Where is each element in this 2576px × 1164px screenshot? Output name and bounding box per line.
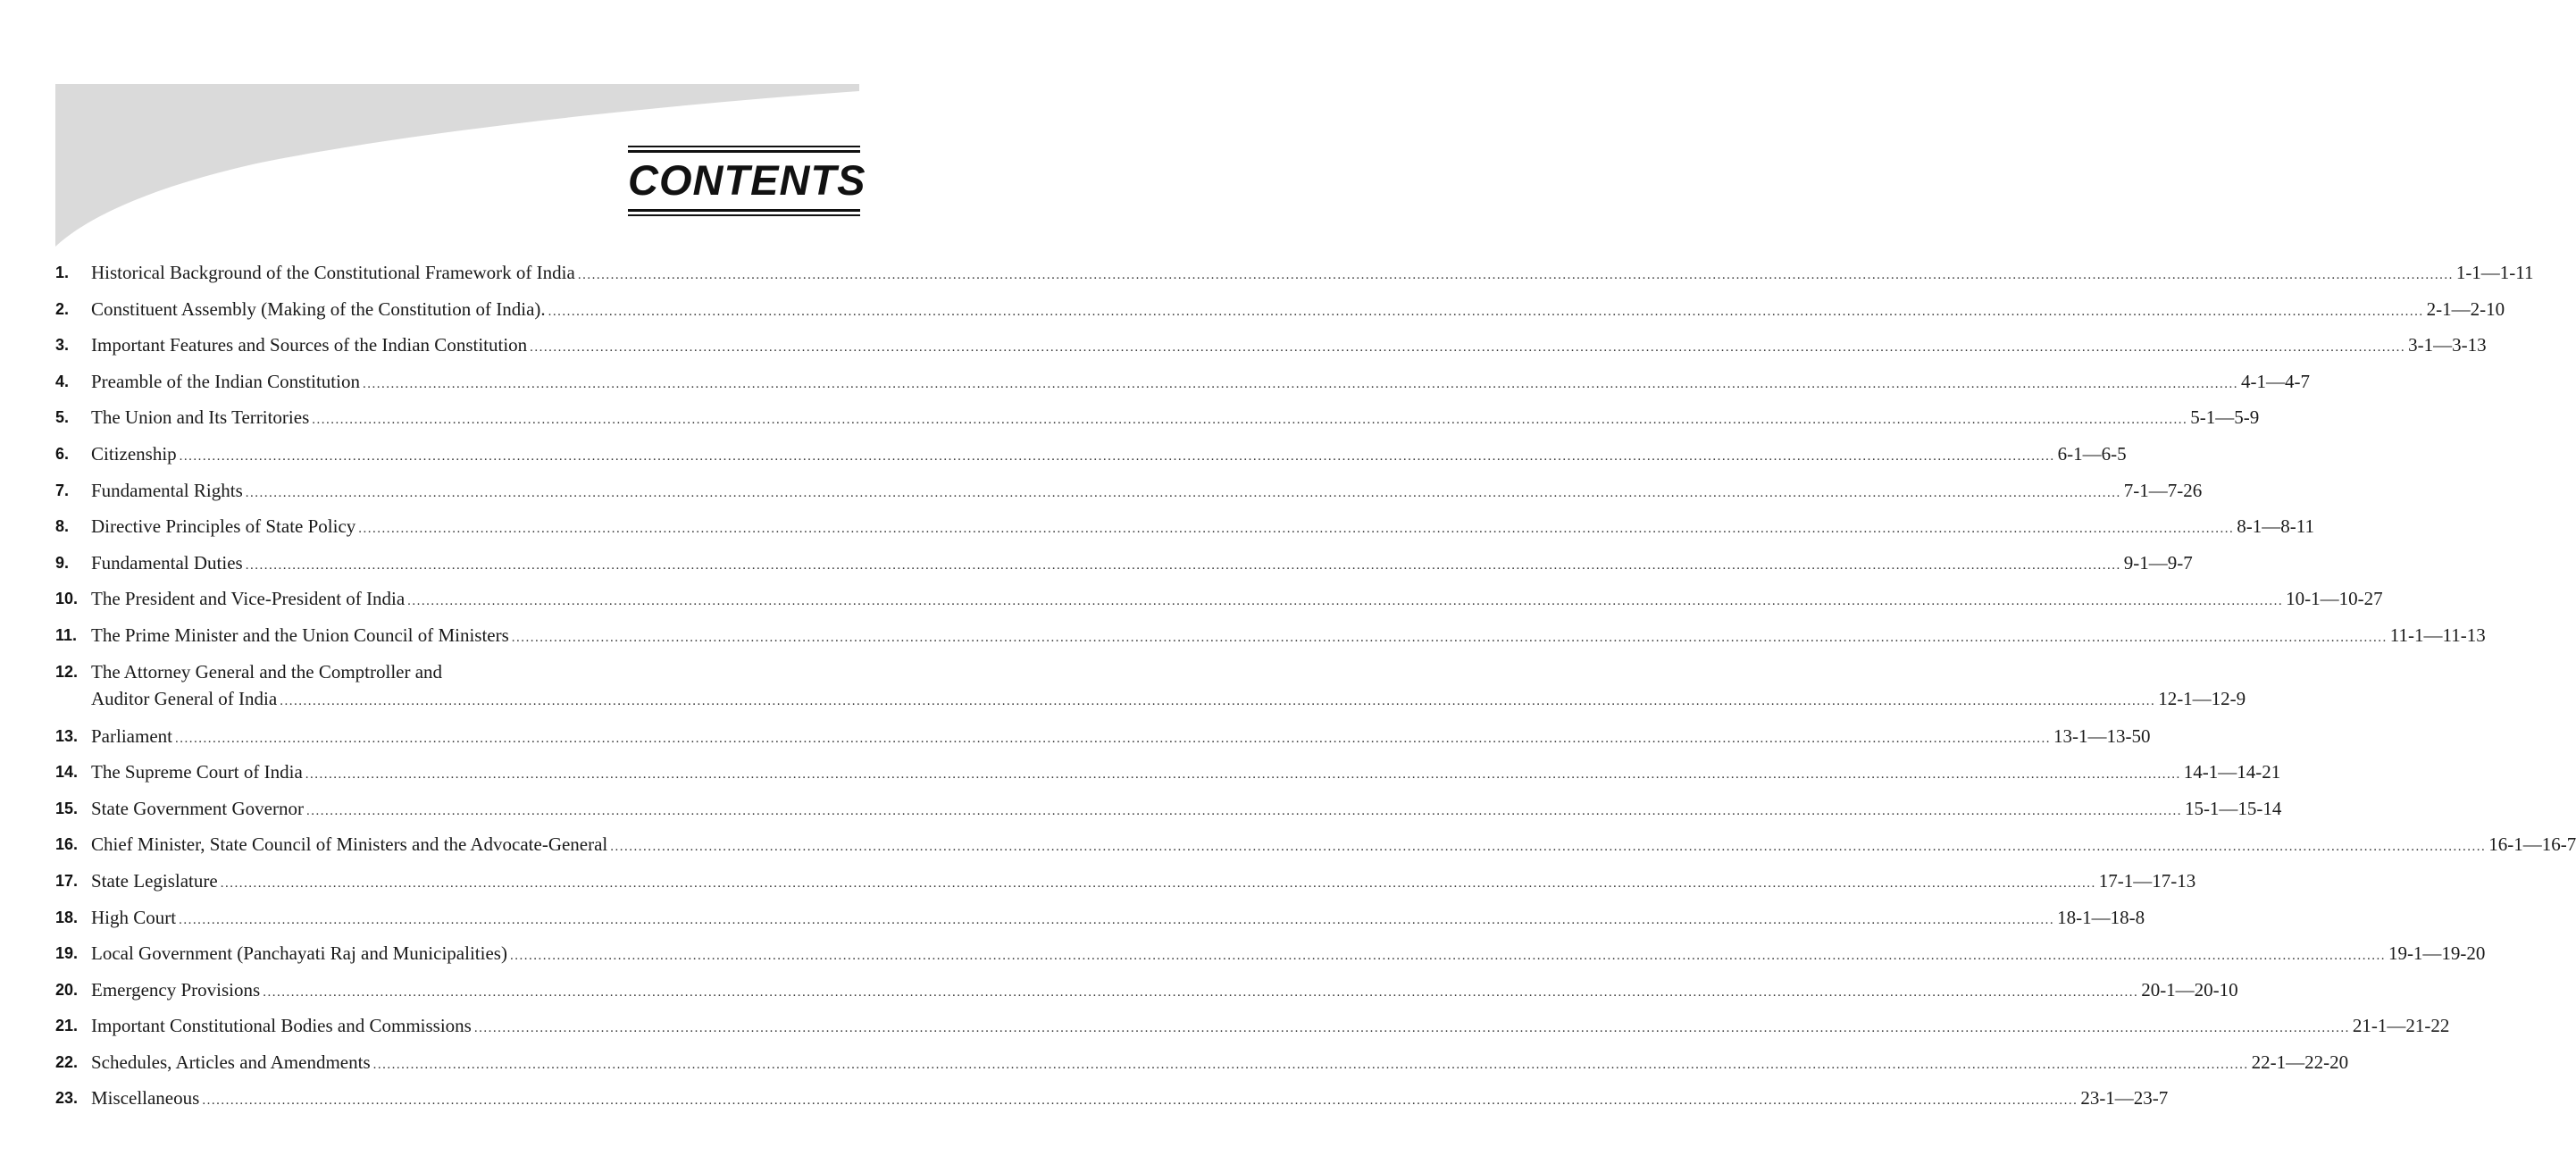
toc-entry-row — [91, 477, 2203, 507]
contents-heading — [628, 146, 866, 219]
toc-entry-pages: 16-1—16-7 — [2488, 833, 2576, 856]
toc-entry-body — [91, 831, 2576, 860]
toc-entry-number: 7. — [55, 481, 70, 499]
toc-entry-row — [91, 940, 2486, 969]
toc-entry-title: Fundamental Duties — [91, 551, 243, 574]
toc-entry-body — [91, 1012, 2450, 1042]
toc-entry-pages: 5-1—5-9 — [2190, 406, 2260, 429]
toc-entry-row — [91, 1012, 2450, 1042]
toc-entry-body — [91, 795, 2282, 825]
toc-entry[interactable] — [55, 549, 2193, 586]
dot-leader: ................................................................................................................................................................................................................................................................................................................................................................................................................ — [312, 413, 2188, 428]
toc-entry-body — [91, 404, 2260, 433]
toc-entry-number: 19. — [55, 944, 79, 963]
toc-entry[interactable] — [55, 368, 2310, 405]
toc-entry[interactable] — [55, 1012, 2450, 1049]
toc-entry-pages: 19-1—19-20 — [2388, 942, 2486, 965]
toc-entry-pages: 6-1—6-5 — [2057, 442, 2127, 465]
toc-entry-row — [91, 296, 2505, 325]
toc-entry-number: 20. — [55, 980, 79, 999]
toc-entry-title: The Prime Minister and the Union Council of Ministers — [91, 624, 509, 646]
toc-entry-title: Citizenship — [91, 442, 177, 465]
toc-entry-number: 10. — [55, 590, 79, 608]
toc-entry-number: 1. — [55, 264, 70, 281]
toc-entry-number: 14. — [55, 763, 79, 782]
toc-entry-pages: 8-1—8-11 — [2237, 515, 2314, 538]
toc-entry-title: The Union and Its Territories — [91, 406, 310, 429]
toc-entry-pages: 9-1—9-7 — [2123, 551, 2193, 574]
toc-entry[interactable] — [55, 296, 2505, 332]
title-rule-bottom-thick — [628, 209, 860, 212]
toc-entry-row — [91, 867, 2196, 897]
toc-entry-pages: 7-1—7-26 — [2123, 479, 2203, 501]
toc-entry-body — [91, 513, 2314, 542]
toc-entry-number: 12. — [55, 662, 79, 681]
toc-entry-row — [91, 549, 2193, 579]
dot-leader: ................................................................................................................................................................................................................................................................................................................................................................................................................ — [305, 803, 2182, 818]
toc-entry-number: 6. — [55, 444, 70, 463]
toc-entry-row — [91, 331, 2487, 361]
toc-entry-pages: 14-1—14-21 — [2183, 761, 2281, 783]
toc-entry-title: State Government Governor — [91, 797, 304, 819]
title-rule-bottom — [628, 214, 860, 216]
toc-entry-pages: 10-1—10-27 — [2286, 588, 2383, 610]
toc-entry-pages: 15-1—15-14 — [2184, 797, 2282, 819]
toc-entry-number: 5. — [55, 408, 70, 427]
toc-entry-title: Constituent Assembly (Making of the Constitution of India). — [91, 297, 546, 320]
toc-entry-body — [91, 658, 2246, 715]
title-rule-top-thick — [628, 150, 860, 153]
toc-entry-pages: 11-1—11-13 — [2389, 624, 2486, 646]
toc-entry-body — [91, 904, 2145, 934]
toc-entry-body — [91, 723, 2151, 752]
title-rule-top — [628, 146, 860, 147]
toc-entry-row — [91, 685, 2246, 715]
toc-entry[interactable] — [55, 867, 2196, 904]
toc-entry-body — [91, 296, 2505, 325]
toc-entry-row — [91, 758, 2281, 788]
toc-entry-title: Historical Background of the Constitutional Framework of India — [91, 262, 575, 283]
toc-entry-row — [91, 1049, 2349, 1078]
toc-entry-pages: 12-1—12-9 — [2158, 687, 2246, 709]
toc-entry-row — [91, 622, 2486, 651]
dot-leader: ................................................................................................................................................................................................................................................................................................................................................................................................................ — [305, 767, 2181, 783]
toc-entry-body — [91, 867, 2196, 897]
toc-entry-row — [91, 904, 2145, 934]
toc-entry-title: Emergency Provisions — [91, 978, 261, 1001]
toc-entry-row — [91, 976, 2238, 1006]
toc-entry-row — [91, 585, 2383, 615]
toc-entry-number: 17. — [55, 871, 79, 890]
toc-entry-row — [91, 368, 2310, 398]
toc-entry-title: Important Constitutional Bodies and Commissions — [91, 1015, 472, 1037]
toc-entry-row — [91, 831, 2576, 860]
toc-entry-title: Auditor General of India — [91, 687, 278, 709]
dot-leader: ................................................................................................................................................................................................................................................................................................................................................................................................................ — [509, 949, 2386, 964]
dot-leader: ................................................................................................................................................................................................................................................................................................................................................................................................................ — [174, 731, 2051, 746]
toc-entry-title: State Legislature — [91, 869, 218, 892]
toc-entry-title: Directive Principles of State Policy — [91, 515, 356, 538]
toc-entry[interactable] — [55, 1049, 2349, 1085]
toc-entry-pages: 3-1—3-13 — [2408, 334, 2487, 356]
toc-entry[interactable] — [55, 585, 2383, 622]
page-title: CONTENTS — [628, 156, 866, 204]
toc-entry-pages: 18-1—18-8 — [2057, 906, 2145, 928]
toc-entry-title: Miscellaneous — [91, 1087, 200, 1110]
dot-leader: ................................................................................................................................................................................................................................................................................................................................................................................................................ — [362, 376, 2238, 391]
toc-entry-number: 18. — [55, 908, 79, 926]
toc-entry-body — [91, 549, 2193, 579]
toc-entry-body — [91, 259, 2534, 289]
toc-entry-pages: 2-1—2-10 — [2426, 297, 2505, 320]
toc-entry-body — [91, 758, 2281, 788]
dot-leader: ................................................................................................................................................................................................................................................................................................................................................................................................................ — [407, 594, 2284, 609]
toc-entry-title: Chief Minister, State Council of Ministers and the Advocate-General — [91, 833, 608, 856]
toc-entry-title: High Court — [91, 906, 177, 928]
toc-entry[interactable] — [55, 758, 2281, 795]
toc-entry-title: Schedules, Articles and Amendments — [91, 1051, 371, 1073]
toc-entry[interactable] — [55, 904, 2145, 941]
dot-leader: ................................................................................................................................................................................................................................................................................................................................................................................................................ — [245, 557, 2121, 573]
toc-entry-row — [91, 259, 2534, 289]
toc-entry-number: 8. — [55, 517, 70, 536]
dot-leader: ................................................................................................................................................................................................................................................................................................................................................................................................................ — [220, 875, 2096, 891]
dot-leader: ................................................................................................................................................................................................................................................................................................................................................................................................................ — [530, 340, 2406, 356]
toc-entry-number: 13. — [55, 726, 79, 745]
toc-entry-row — [91, 440, 2127, 470]
toc-entry-pages: 1-1—1-11 — [2455, 262, 2534, 283]
toc-entry-title: Local Government (Panchayati Raj and Municipalities) — [91, 942, 507, 965]
toc-entry-body — [91, 976, 2238, 1006]
toc-entry-title: Parliament — [91, 724, 172, 747]
toc-entry-pages: 23-1—23-7 — [2080, 1087, 2169, 1110]
toc-entry-pages: 4-1—4-7 — [2240, 370, 2310, 392]
dot-leader: ................................................................................................................................................................................................................................................................................................................................................................................................................ — [577, 268, 2454, 282]
toc-entry-row — [91, 404, 2260, 433]
toc-entry-pages: 13-1—13-50 — [2053, 724, 2151, 747]
toc-entry-number: 22. — [55, 1052, 79, 1071]
dot-leader: ................................................................................................................................................................................................................................................................................................................................................................................................................ — [245, 485, 2121, 500]
toc-entry-body — [91, 585, 2383, 615]
toc-entry[interactable] — [55, 331, 2487, 368]
toc-entry-number: 3. — [55, 336, 70, 355]
toc-entry-body — [91, 1049, 2349, 1078]
toc-entry[interactable] — [55, 976, 2238, 1013]
toc-entry-row — [91, 1084, 2169, 1114]
toc-entry-number: 9. — [55, 553, 70, 572]
toc-entry-pages: 21-1—21-22 — [2352, 1015, 2450, 1037]
toc-entry-number: 23. — [55, 1089, 79, 1108]
toc-entry-pages: 17-1—17-13 — [2098, 869, 2196, 892]
dot-leader: ................................................................................................................................................................................................................................................................................................................................................................................................................ — [511, 630, 2388, 645]
dot-leader: ................................................................................................................................................................................................................................................................................................................................................................................................................ — [263, 984, 2139, 1000]
dot-leader: ................................................................................................................................................................................................................................................................................................................................................................................................................ — [473, 1021, 2350, 1036]
dot-leader: ................................................................................................................................................................................................................................................................................................................................................................................................................ — [179, 912, 2055, 927]
toc-entry-number: 16. — [55, 835, 79, 854]
toc-entry-number: 11. — [55, 625, 78, 644]
toc-entry-body — [91, 477, 2203, 507]
toc-entry-row — [91, 723, 2151, 752]
toc-entry-body — [91, 368, 2310, 398]
toc-entry-number: 2. — [55, 299, 70, 318]
toc-entry[interactable] — [55, 1084, 2169, 1121]
toc-entry-body — [91, 440, 2127, 470]
toc-entry-number: 4. — [55, 372, 70, 390]
toc-entry[interactable] — [55, 795, 2282, 832]
toc-entry-title: Fundamental Rights — [91, 479, 243, 501]
toc-entry[interactable] — [55, 513, 2314, 549]
toc-entry[interactable] — [55, 622, 2486, 658]
dot-leader: ................................................................................................................................................................................................................................................................................................................................................................................................................ — [358, 522, 2235, 537]
toc-entry-title-line1: The Attorney General and the Comptroller and — [91, 660, 443, 682]
toc-entry-number: 15. — [55, 799, 79, 817]
toc-entry-body — [91, 331, 2487, 361]
dot-leader: ................................................................................................................................................................................................................................................................................................................................................................................................................ — [179, 448, 2055, 464]
dot-leader: ................................................................................................................................................................................................................................................................................................................................................................................................................ — [202, 1093, 2078, 1109]
toc-entry-pages: 22-1—22-20 — [2251, 1051, 2349, 1073]
toc-entry-row — [91, 795, 2282, 825]
toc-entry-number: 21. — [55, 1017, 79, 1035]
toc-entry-body — [91, 1084, 2169, 1114]
toc-entry-row — [91, 513, 2314, 542]
toc-entry[interactable] — [55, 940, 2486, 976]
toc-entry-pages: 20-1—20-10 — [2141, 978, 2238, 1001]
toc-entry[interactable] — [55, 404, 2260, 440]
toc-entry-body — [91, 622, 2486, 651]
dot-leader: ................................................................................................................................................................................................................................................................................................................................................................................................................ — [548, 304, 2424, 319]
dot-leader: ................................................................................................................................................................................................................................................................................................................................................................................................................ — [280, 693, 2156, 708]
toc-entry-body — [91, 940, 2486, 969]
toc-entry-title: The Supreme Court of India — [91, 761, 303, 783]
toc-entry[interactable] — [55, 440, 2127, 477]
toc-entry[interactable] — [55, 831, 2576, 867]
toc-entry-title: Preamble of the Indian Constitution — [91, 370, 360, 392]
toc-entry-title: The President and Vice-President of India — [91, 588, 406, 610]
toc-entry[interactable] — [55, 477, 2203, 514]
toc-entry[interactable] — [55, 259, 2534, 296]
toc-entry[interactable] — [55, 723, 2151, 759]
dot-leader: ................................................................................................................................................................................................................................................................................................................................................................................................................ — [610, 840, 2487, 855]
toc-entry[interactable] — [55, 658, 2246, 723]
toc-entry-title: Important Features and Sources of the Indian Constitution — [91, 334, 528, 356]
toc-list — [55, 259, 2576, 1121]
dot-leader: ................................................................................................................................................................................................................................................................................................................................................................................................................ — [372, 1057, 2249, 1072]
